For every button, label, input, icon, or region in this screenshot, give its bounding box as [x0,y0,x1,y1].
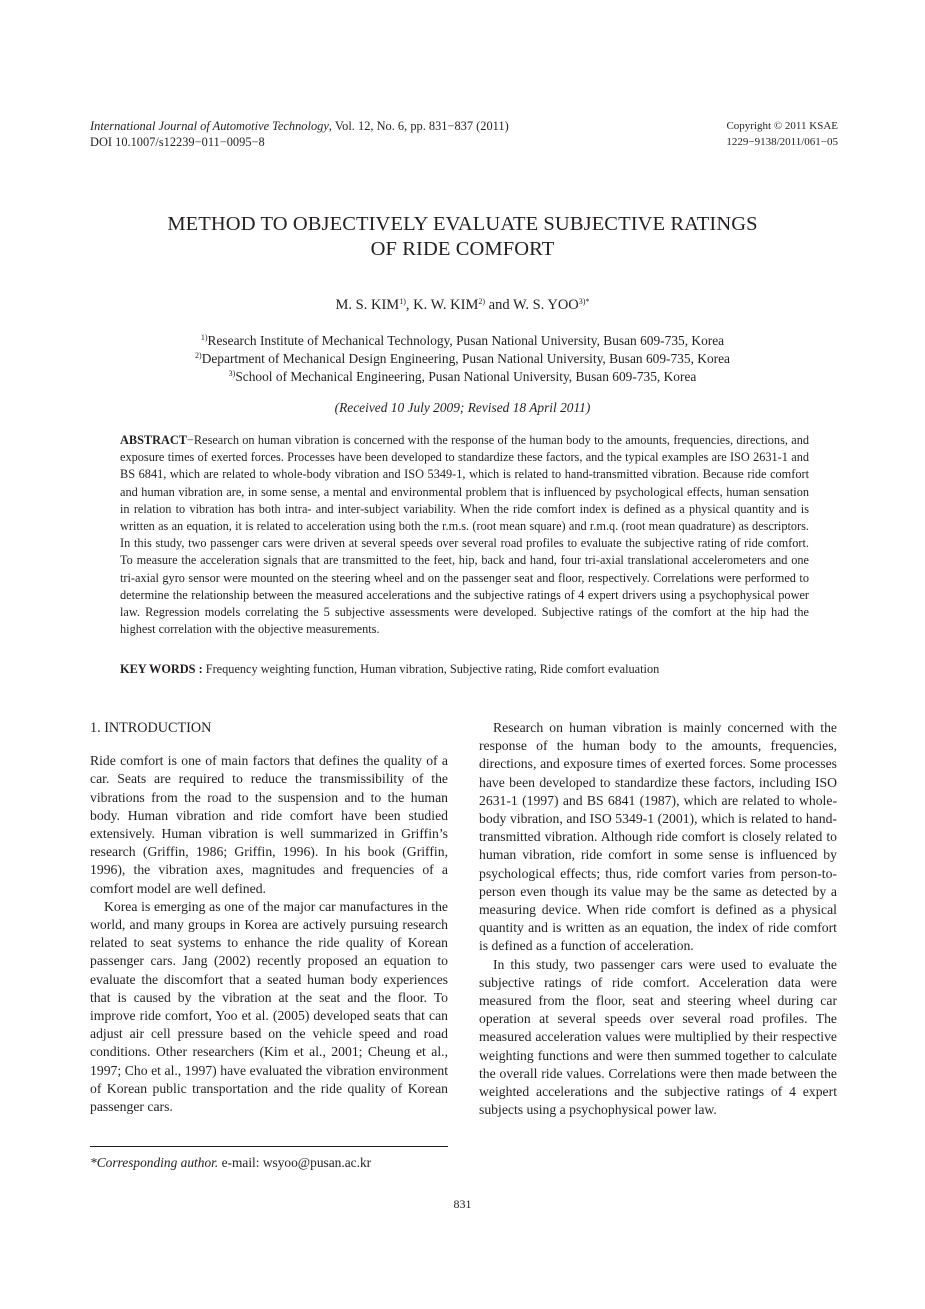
keywords [120,662,820,677]
journal-header [90,118,509,150]
affiliation [0,368,925,386]
page-number: 831 [453,1197,472,1211]
keywords-text: Frequency weighting function, Human vibration, Subjective rating, Ride comfort evaluation [205,662,660,676]
journal-citation: , Vol. 12, No. 6, pp. 831−837 (2011) [328,119,509,133]
abstract [120,432,809,638]
author-sup: 1) [399,297,406,306]
affiliation-text: School of Mechanical Engineering, Pusan National University, Busan 609-735, Korea [235,369,697,384]
section-heading: 1. INTRODUCTION [90,720,212,736]
affiliation-text: Research Institute of Mechanical Technology, Pusan National University, Busan 609-735, Korea [207,333,725,348]
abstract-label: ABSTRACT [120,433,187,447]
paragraph: In this study, two passenger cars were used to evaluate the subjective ratings of ride comfort. Acceleration data were measured from the floor, seat and steering wheel during car operation at several speeds over several road profiles. The measured acceleration values were multiplied by their respective weighting functions and were then summed together to calculate the overall ride values. Correlations were then made between the weighted accelerations and the subjective ratings of 4 expert subjects using a psychophysical power law. [479,956,837,1118]
title-line: METHOD TO OBJECTIVELY EVALUATE SUBJECTIVE RATINGS [167,213,758,235]
issn: 1229−9138/2011/061−05 [726,136,838,148]
title-line: OF RIDE COMFORT [370,238,555,260]
author-sup: 3)* [578,297,590,306]
paragraph: Ride comfort is one of main factors that defines the quality of a car. Seats are required to reduce the transmissibility of the vibrations from the road to the suspension and to the human body. Human vibration and ride comfort have been studied extensively. Human vibration is well summarized in Griffin’s research (Griffin, 1986; Griffin, 1996). In his book (Griffin, 1996), the vibration axes, magnitudes and frequencies of a comfort model are well defined. [90,753,448,896]
affiliation [0,350,925,368]
paper-title [0,212,925,262]
author-sup: 2) [478,297,486,306]
author-name: M. S. KIM [335,297,400,313]
author-sep: , [405,297,414,313]
affiliation-sup: 3) [228,369,236,378]
doi: DOI 10.1007/s12239−011−0095−8 [90,135,265,149]
paragraph: Korea is emerging as one of the major car manufactures in the world, and many groups in Korea are actively pursuing research related to seat systems to enhance the ride quality of Korean passenger cars. Jang (2002) recently proposed an equation to evaluate the discomfort that a seated human body experiences that is caused by the vibration at the seat and the floor. To improve ride comfort, Yoo et al. (2005) developed seats that can adjust air cell pressure based on the vehicle speed and road conditions. Other researchers (Kim et al., 2001; Cheung et al., 1997; Cho et al., 1997) have evaluated the vibration environment of Korean public transportation and the ride quality of Korean passenger cars. [90,898,448,1115]
authors [0,297,925,314]
keywords-label: KEY WORDS : [120,662,206,676]
left-column [90,719,448,1116]
journal-name: International Journal of Automotive Technology [90,119,329,133]
author-name: K. W. KIM [413,297,479,313]
footnote-divider [90,1146,448,1147]
copyright-block [726,118,838,150]
affiliation [0,332,925,350]
received-dates: (Received 10 July 2009; Revised 18 April 2011) [334,400,591,415]
right-column [479,719,837,1119]
footnote [90,1155,371,1171]
author-sep: and [485,297,513,313]
affiliation-sup: 1) [200,333,208,342]
author-name: W. S. YOO [512,297,579,313]
affiliation-sup: 2) [195,351,202,360]
footnote-label: *Corresponding author. [90,1155,219,1170]
affiliations [0,332,925,386]
affiliation-text: Department of Mechanical Design Engineering, Pusan National University, Busan 609-735, Korea [201,351,730,366]
copyright: Copyright © 2011 KSAE [726,120,838,132]
paragraph: Research on human vibration is mainly concerned with the response of the human body to the amounts, frequencies, directions, and exposure times of exerted forces. Some processes have been developed to standardize these factors, including ISO 2631-1 (1997) and BS 6841 (1987), which are related to whole-body vibration, and ISO 5349-1 (2001), which is related to hand-transmitted vibration. Although ride comfort is closely related to human vibration, ride comfort in some sense is influenced by psychological effects; thus, ride comfort varies from person-to-person even though its value may be the same as detected by a measuring device. When ride comfort is defined as a physical quantity and is written as an equation, the index of ride comfort is defined as a function of acceleration. [479,720,837,954]
footnote-email: e-mail: wsyoo@pusan.ac.kr [218,1155,372,1170]
abstract-text: −Research on human vibration is concerned with the response of the human body to the amounts, frequencies, directions, and exposure times of exerted forces. Processes have been developed to standardize these factors, and the typical examples are ISO 2631-1 and BS 6841, which are related to whole-body vibration and ISO 5349-1, which is related to hand-transmitted vibration. Because ride comfort and human vibration are, in some sense, a mental and environmental problem that is influenced by psychological effects, human sensation in relation to vibration has both intra- and inter-subject variability. When the ride comfort index is defined as a physical quantity and is written as an equation, it is related to acceleration using both the r.m.s. (root mean square) and r.m.q. (root mean quadrature) as descriptors. In this study, two passenger cars were driven at several speeds over several road profiles to evaluate the subjective rating of ride comfort. To measure the acceleration signals that are transmitted to the feet, hip, back and hand, four tri-axial translational accelerometers and one tri-axial gyro sensor were mounted on the steering wheel and on the passenger seat and floor, respectively. Correlations were performed to determine the relationship between the measured accelerations and the subjective ratings of 4 expert drivers using a psychophysical power law. Regression models correlating the 5 subjective assessments were developed. Subjective ratings of the comfort at the hip had the highest correlation with the objective measurements. [120,433,809,637]
